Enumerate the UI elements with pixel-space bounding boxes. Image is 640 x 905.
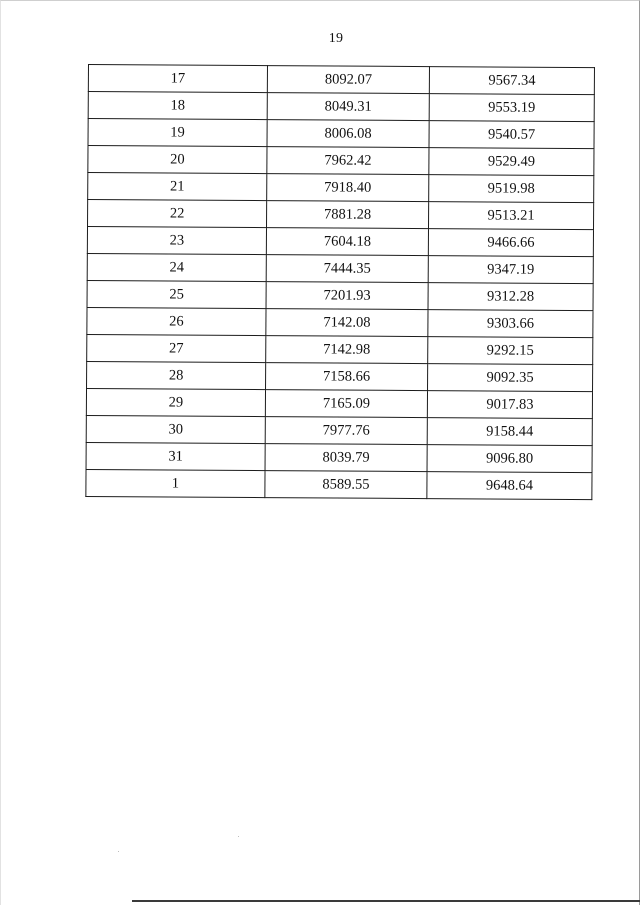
table-row <box>88 146 594 176</box>
day-cell: 29 <box>86 388 265 416</box>
table-row <box>87 227 593 257</box>
value-b-cell: 9017.83 <box>427 391 592 419</box>
value-a-cell: 7165.09 <box>265 390 427 418</box>
value-a-cell: 7444.35 <box>266 255 428 283</box>
value-b-cell: 9092.35 <box>428 364 593 392</box>
value-a-cell: 8589.55 <box>265 471 427 499</box>
day-cell: 23 <box>87 227 266 255</box>
day-cell: 20 <box>88 146 267 174</box>
value-b-cell: 9158.44 <box>427 418 592 446</box>
value-a-cell: 8092.07 <box>267 66 429 94</box>
value-b-cell: 9519.98 <box>429 175 594 203</box>
scan-bottom-edge <box>132 900 640 902</box>
day-cell: 18 <box>88 92 267 120</box>
value-a-cell: 7962.42 <box>267 147 429 175</box>
table-row <box>87 280 593 310</box>
value-b-cell: 9529.49 <box>429 148 594 176</box>
data-table-container <box>85 64 591 500</box>
table-row <box>87 361 593 391</box>
value-a-cell: 8039.79 <box>265 444 427 472</box>
scan-speck <box>238 836 239 837</box>
table-row <box>87 307 593 337</box>
table-row <box>86 469 592 499</box>
value-a-cell: 7158.66 <box>266 363 428 391</box>
value-a-cell: 7201.93 <box>266 282 428 310</box>
table-row <box>88 92 594 122</box>
table-row <box>87 253 593 283</box>
value-a-cell: 8049.31 <box>267 93 429 121</box>
table-row <box>88 119 594 149</box>
value-a-cell: 7142.98 <box>266 336 428 364</box>
value-b-cell: 9553.19 <box>429 94 594 122</box>
day-cell: 19 <box>88 119 267 147</box>
data-table <box>85 64 595 500</box>
table-body <box>86 65 595 500</box>
value-a-cell: 7918.40 <box>267 174 429 202</box>
value-a-cell: 8006.08 <box>267 120 429 148</box>
value-b-cell: 9096.80 <box>427 445 592 473</box>
value-a-cell: 7881.28 <box>267 201 429 229</box>
value-a-cell: 7977.76 <box>265 417 427 445</box>
value-a-cell: 7604.18 <box>266 228 428 256</box>
value-b-cell: 9347.19 <box>428 256 593 284</box>
day-cell: 31 <box>86 442 265 470</box>
value-b-cell: 9540.57 <box>429 121 594 149</box>
value-b-cell: 9292.15 <box>428 337 593 365</box>
scan-speck <box>118 851 119 852</box>
table-row <box>88 173 594 203</box>
day-cell: 28 <box>87 361 266 389</box>
day-cell: 21 <box>88 173 267 201</box>
table-row <box>86 388 592 418</box>
value-b-cell: 9466.66 <box>428 229 593 257</box>
value-b-cell: 9303.66 <box>428 310 593 338</box>
value-b-cell: 9312.28 <box>428 283 593 311</box>
day-cell: 26 <box>87 307 266 335</box>
day-cell: 25 <box>87 280 266 308</box>
value-a-cell: 7142.08 <box>266 309 428 337</box>
table-row <box>87 334 593 364</box>
table-row <box>88 200 594 230</box>
table-row <box>86 442 592 472</box>
day-cell: 24 <box>87 253 266 281</box>
day-cell: 1 <box>86 469 265 497</box>
day-cell: 17 <box>88 65 267 93</box>
day-cell: 30 <box>86 415 265 443</box>
day-cell: 22 <box>88 200 267 228</box>
table-row <box>88 65 594 95</box>
page-number: 19 <box>328 31 344 46</box>
day-cell: 27 <box>87 334 266 362</box>
table-row <box>86 415 592 445</box>
value-b-cell: 9513.21 <box>429 202 594 230</box>
value-b-cell: 9567.34 <box>429 67 594 95</box>
value-b-cell: 9648.64 <box>427 472 592 500</box>
